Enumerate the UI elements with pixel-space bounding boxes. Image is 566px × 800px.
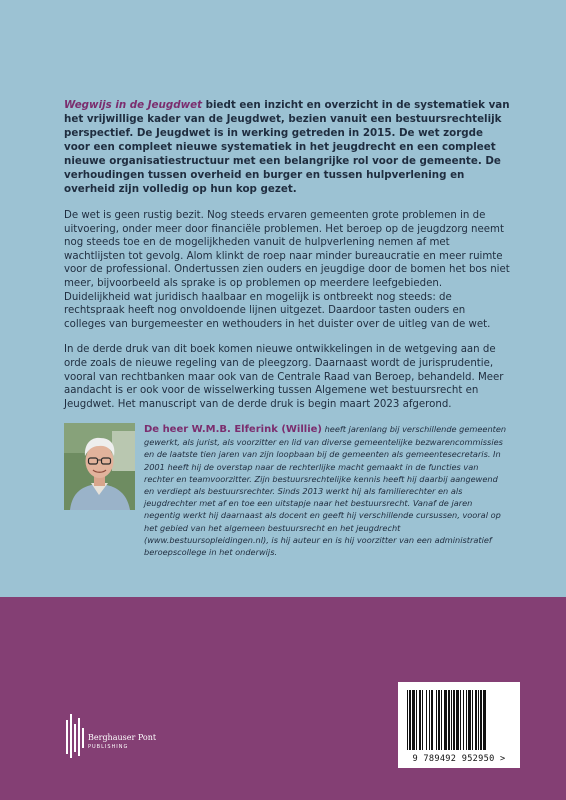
barcode-bar <box>456 690 459 750</box>
intro-paragraph <box>64 98 510 196</box>
publisher-mark-icon <box>64 712 86 762</box>
paragraph-2: De wet is geen rustig bezit. Nog steeds ervaren gemeenten grote problemen in de uitvoering, onder meer door financiële problemen. Het beroep op de jeugdzorg neemt nog steeds toe en de mogelijkheden vanuit de hulpverlening nemen af met wachtlijsten tot gevolg. Alom klinkt de roep naar minder bureaucratie en meer ruimte voor de professional. Ondertussen zien ouders en jeugdige door de bomen het bos niet meer, bijvoorbeeld als sprake is op problemen op meerdere leefgebieden. Duidelijkheid wat juridisch haalbaar en mogelijk is ontbreekt nog steeds: de rechtspraak heeft nog onvoldoende lijnen uitgezet. Daardoor tasten ouders en colleges van burgemeester en wethouders in het duister over de uitleg van de wet. <box>64 210 510 330</box>
barcode-bar <box>466 690 467 750</box>
barcode-bar <box>472 690 473 750</box>
author-name: De heer W.M.B. Elferink (Willie) <box>144 424 322 435</box>
isbn-barcode <box>398 682 520 768</box>
blurb <box>64 98 510 411</box>
barcode-bar <box>451 690 452 750</box>
barcode-bar <box>436 690 437 750</box>
barcode-bar <box>416 690 417 750</box>
barcode-bar <box>478 690 479 750</box>
barcode-bars <box>406 690 512 752</box>
publisher-logo <box>64 712 174 762</box>
barcode-bar <box>468 690 471 750</box>
barcode-bar <box>426 690 427 750</box>
barcode-bar <box>409 690 411 750</box>
publisher-tagline: PUBLISHING <box>88 744 129 750</box>
barcode-bar <box>407 690 408 750</box>
author-bio <box>144 423 510 558</box>
author-photo <box>64 423 135 510</box>
barcode-bar <box>429 690 430 750</box>
barcode-bar <box>444 690 447 750</box>
author-bio-text: heeft jarenlang bij verschillende gemeenten gewerkt, als jurist, als voorzitter en lid van diverse gemeentelijke bezwarencommissies en de laatste tien jaren van zijn loopbaan bij de gemeenten als gemeentesecretaris. In 2001 heeft hij de overstap naar de rechterlijke macht gemaakt in de functies van rechter en teamvoorzitter. Zijn bestuursrechtelijke kennis heeft hij daarbij aangewend en verdiept als bestuursrechter. Sinds 2013 werkt hij als familierechter en als jeugdrechter met af en toe een uitstapje naar het bestuursrecht. Vanaf de jaren negentig werkt hij daarnaast als docent en geeft hij verschillende cursussen, vooral op het gebied van het algemeen bestuursrecht en het jeugdrecht (www.bestuursopleidingen.nl), is hij auteur en is hij voorzitter van een administratief beroepscollege in het onderwijs. <box>144 424 507 558</box>
barcode-bar <box>483 690 486 750</box>
barcode-bar <box>441 690 442 750</box>
publisher-name: Berghauser Pont <box>88 733 157 742</box>
barcode-bar <box>438 690 440 750</box>
barcode-bar <box>422 690 423 750</box>
barcode-bar <box>460 690 461 750</box>
barcode-bar <box>448 690 450 750</box>
isbn-digits: 9 789492 952950 > <box>412 754 506 764</box>
barcode-bar <box>453 690 455 750</box>
barcode-bar <box>480 690 482 750</box>
barcode-bar <box>475 690 477 750</box>
intro-text: biedt een inzicht en overzicht in de systematiek van het vrijwillige kader van de Jeugdwet, bezien vanuit een bestuursrechtelijk perspectief. De Jeugdwet is in werking getreden in 2015. De wet zorgde voor een compleet nieuwe systematiek in het jeugdrecht en een compleet nieuwe organisatiestructuur met een belangrijke rol voor de gemeente. De verhoudingen tussen overheid en burger en tussen hulpverlening en overheid zijn volledig op hun kop gezet. <box>64 99 510 195</box>
book-title-lead: Wegwijs in de Jeugdwet <box>64 99 203 111</box>
paragraph-3: In de derde druk van dit boek komen nieuwe ontwikkelingen in de wetgeving aan de orde zoals de nieuwe regeling van de pleegzorg. Daarnaast wordt de jurisprudentie, vooral van rechtbanken maar ook van de Centrale Raad van Beroep, behandeld. Meer aandacht is er ook voor de wisselwerking tussen Algemene wet bestuursrecht en Jeugdwet. Het manuscript van de derde druk is begin maart 2023 afgerond. <box>64 344 504 410</box>
barcode-bar <box>419 690 421 750</box>
barcode-bar <box>431 690 433 750</box>
barcode-bar <box>463 690 464 750</box>
barcode-bar <box>412 690 415 750</box>
